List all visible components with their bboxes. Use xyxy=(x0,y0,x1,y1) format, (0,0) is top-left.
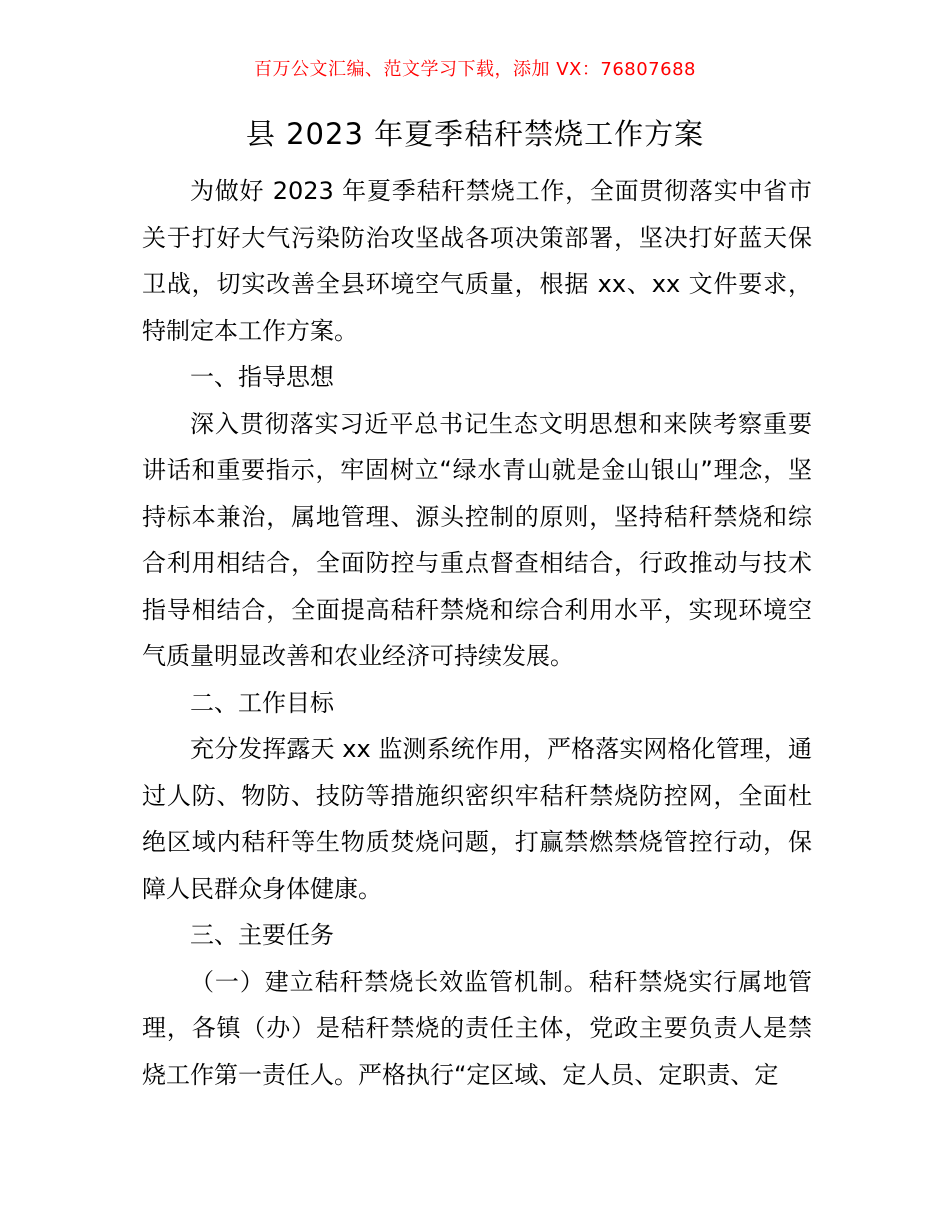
section-paragraph-2: 充分发挥露天 xx 监测系统作用，严格落实网格化管理，通过人防、物防、技防等措施织密织牢秸秆禁烧防控网，全面杜绝区域内秸秆等生物质焚烧问题，打赢禁燃禁烧管控行动，保障人民群众身体健康。 xyxy=(142,735,812,903)
section-heading-3: 三、主要任务 xyxy=(190,921,334,949)
watermark-header: 百万公文汇编、范文学习下载，添加 VX：76807688 xyxy=(254,59,696,80)
section-paragraph-3-item-1: （一）建立秸秆禁烧长效监管机制。秸秆禁烧实行属地管理，各镇（办）是秸秆禁烧的责任主体，党政主要负责人是禁烧工作第一责任人。严格执行“定区域、定人员、定职责、定 xyxy=(142,967,812,1089)
section-heading-1: 一、指导思想 xyxy=(190,363,334,391)
document-title: 县 2023 年夏季秸秆禁烧工作方案 xyxy=(245,117,705,151)
document-body xyxy=(142,168,812,1098)
section-paragraph-1: 深入贯彻落实习近平总书记生态文明思想和来陕考察重要讲话和重要指示，牢固树立“绿水青山就是金山银山”理念，坚持标本兼治，属地管理、源头控制的原则，坚持秸秆禁烧和综合利用相结合，全面防控与重点督查相结合，行政推动与技术指导相结合，全面提高秸秆禁烧和综合利用水平，实现环境空气质量明显改善和农业经济可持续发展。 xyxy=(142,409,812,670)
intro-paragraph: 为做好 2023 年夏季秸秆禁烧工作，全面贯彻落实中省市关于打好大气污染防治攻坚战各项决策部署，坚决打好蓝天保卫战，切实改善全县环境空气质量，根据 xx、xx 文件要求，特制定本工作方案。 xyxy=(142,177,812,345)
section-heading-2: 二、工作目标 xyxy=(190,688,334,717)
